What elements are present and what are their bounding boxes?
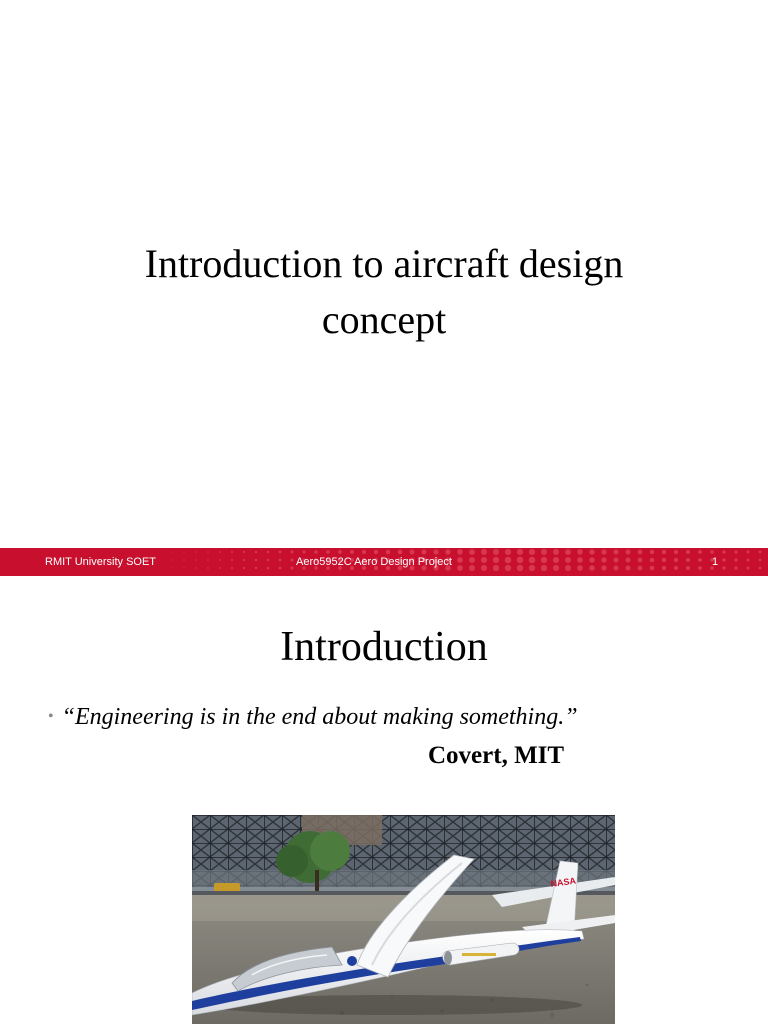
- footer-institution: RMIT University SOET: [45, 556, 157, 568]
- aircraft-photo-illustration: [192, 815, 615, 1024]
- slide-title-line-2: concept: [321, 297, 447, 342]
- aircraft-photo: [192, 815, 615, 1024]
- footer-bar: [0, 548, 768, 576]
- bullet-marker: •: [48, 708, 54, 725]
- quote-bullet: [48, 702, 578, 732]
- slide-title: Introduction: [280, 624, 488, 670]
- footer-page-number: 1: [712, 556, 719, 568]
- tail-marking: NASA: [549, 875, 577, 889]
- quote-attribution: Covert, MIT: [428, 742, 565, 769]
- slide-title: [60, 236, 708, 348]
- quote-text: “Engineering is in the end about making something.”: [61, 704, 578, 730]
- slide-2: [0, 576, 768, 1024]
- footer-course-title: Aero5952C Aero Design Project: [296, 556, 452, 568]
- slide-title-line-1: Introduction to aircraft design: [144, 241, 624, 286]
